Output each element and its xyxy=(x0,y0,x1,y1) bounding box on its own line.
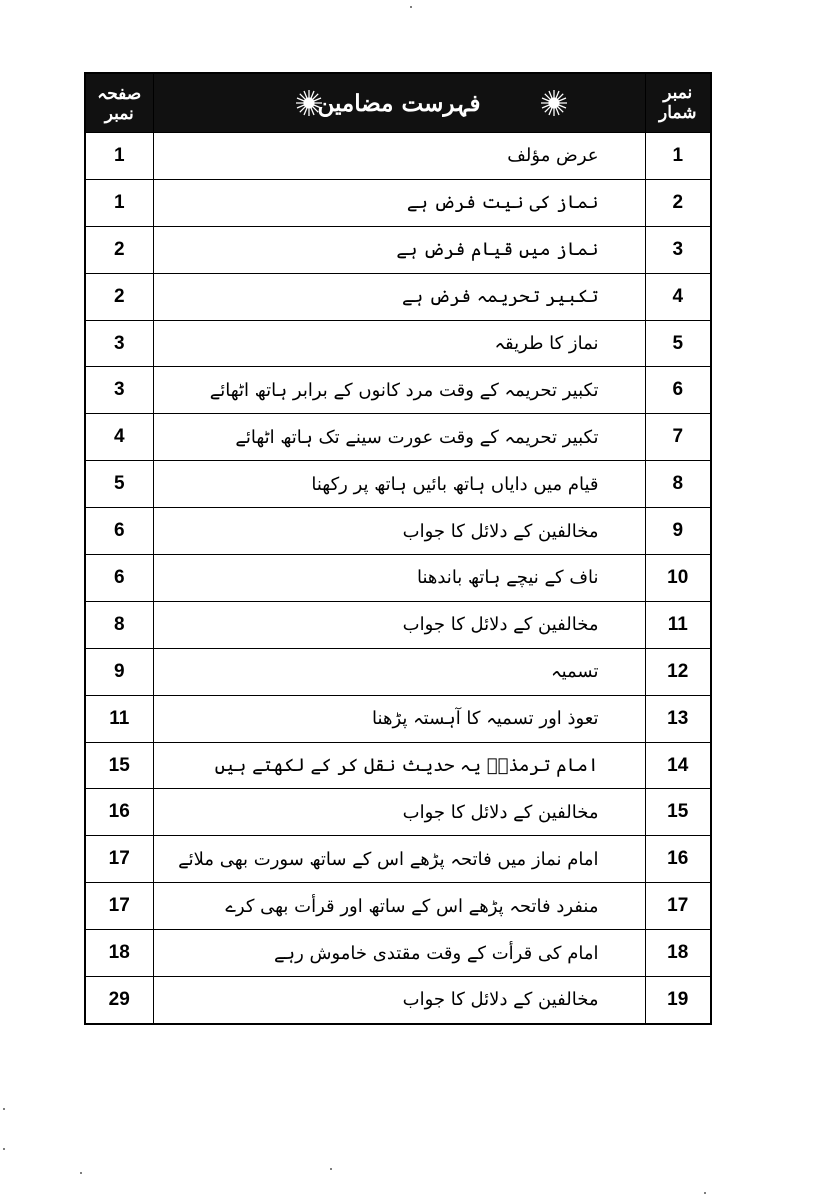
serial-number-column-header: نمبر شمار xyxy=(645,73,711,133)
serial-number: 10 xyxy=(645,555,711,602)
page-number: 9 xyxy=(85,648,153,695)
table-row xyxy=(85,555,711,602)
serial-number: 7 xyxy=(645,414,711,461)
page-number: 6 xyxy=(85,508,153,555)
page-number: 4 xyxy=(85,414,153,461)
serial-number: 3 xyxy=(645,226,711,273)
page-number: 6 xyxy=(85,555,153,602)
topic-title: امام نماز میں فاتحہ پڑھے اس کے ساتھ سورت بھی ملائے xyxy=(153,836,645,883)
table-row xyxy=(85,367,711,414)
table-row xyxy=(85,883,711,930)
table-row xyxy=(85,226,711,273)
table-row xyxy=(85,461,711,508)
table-row xyxy=(85,414,711,461)
serial-number: 13 xyxy=(645,695,711,742)
topic-title: نماز کی نیت فرض ہے xyxy=(153,179,645,226)
topic-title: عرض مؤلف xyxy=(153,133,645,180)
serial-number: 9 xyxy=(645,508,711,555)
topic-title: تکبیر تحریمہ فرض ہے xyxy=(153,273,645,320)
page-number: 16 xyxy=(85,789,153,836)
serial-number: 18 xyxy=(645,930,711,977)
page-number: 29 xyxy=(85,977,153,1024)
serial-number: 6 xyxy=(645,367,711,414)
topic-title: ناف کے نیچے ہاتھ باندھنا xyxy=(153,555,645,602)
topic-title: مخالفین کے دلائل کا جواب xyxy=(153,789,645,836)
table-row xyxy=(85,789,711,836)
serial-number: 17 xyxy=(645,883,711,930)
page-number: 11 xyxy=(85,695,153,742)
table-of-contents xyxy=(84,72,712,1025)
page-number: 8 xyxy=(85,601,153,648)
page-number: 1 xyxy=(85,179,153,226)
table-row xyxy=(85,601,711,648)
table-row xyxy=(85,977,711,1024)
serial-number: 15 xyxy=(645,789,711,836)
page-number-column-header: صفحہ نمبر xyxy=(85,73,153,133)
serial-number: 16 xyxy=(645,836,711,883)
contents-title: فہرست مضامین xyxy=(317,89,481,117)
contents-title-header xyxy=(153,73,645,133)
serial-number: 5 xyxy=(645,320,711,367)
table-row xyxy=(85,742,711,789)
table-row xyxy=(85,836,711,883)
page-number: 2 xyxy=(85,273,153,320)
topic-title: تعوذ اور تسمیہ کا آہستہ پڑھنا xyxy=(153,695,645,742)
topic-title: مخالفین کے دلائل کا جواب xyxy=(153,508,645,555)
topic-title: امام ترمذیؒ یہ حدیث نقل کر کے لکھتے ہیں xyxy=(153,742,645,789)
topic-title: تکبیر تحریمہ کے وقت مرد کانوں کے برابر ہاتھ اٹھائے xyxy=(153,367,645,414)
topic-title: نماز میں قیام فرض ہے xyxy=(153,226,645,273)
page-number: 5 xyxy=(85,461,153,508)
serial-number: 2 xyxy=(645,179,711,226)
table-row xyxy=(85,273,711,320)
sunburst-icon xyxy=(541,90,567,116)
page-number: 3 xyxy=(85,367,153,414)
page-number: 1 xyxy=(85,133,153,180)
table-row xyxy=(85,695,711,742)
page-number: 2 xyxy=(85,226,153,273)
serial-number: 8 xyxy=(645,461,711,508)
serial-number: 11 xyxy=(645,601,711,648)
topic-title: مخالفین کے دلائل کا جواب xyxy=(153,601,645,648)
topic-title: مخالفین کے دلائل کا جواب xyxy=(153,977,645,1024)
page-number: 18 xyxy=(85,930,153,977)
table-row xyxy=(85,133,711,180)
table-header-row xyxy=(85,73,711,133)
topic-title: تسمیہ xyxy=(153,648,645,695)
topic-title: نماز کا طریقہ xyxy=(153,320,645,367)
page-number: 17 xyxy=(85,836,153,883)
serial-number: 4 xyxy=(645,273,711,320)
page-number: 15 xyxy=(85,742,153,789)
table-row xyxy=(85,648,711,695)
serial-number: 12 xyxy=(645,648,711,695)
topic-title: امام کی قرأت کے وقت مقتدی خاموش رہے xyxy=(153,930,645,977)
topic-title: منفرد فاتحہ پڑھے اس کے ساتھ اور قرأت بھی کرے xyxy=(153,883,645,930)
sunburst-icon xyxy=(296,90,322,116)
table-row xyxy=(85,508,711,555)
topic-title: قیام میں دایاں ہاتھ بائیں ہاتھ پر رکھنا xyxy=(153,461,645,508)
page-number: 17 xyxy=(85,883,153,930)
serial-number: 1 xyxy=(645,133,711,180)
serial-number: 14 xyxy=(645,742,711,789)
serial-number: 19 xyxy=(645,977,711,1024)
topic-title: تکبیر تحریمہ کے وقت عورت سینے تک ہاتھ اٹھائے xyxy=(153,414,645,461)
table-row xyxy=(85,179,711,226)
table-row xyxy=(85,930,711,977)
page-number: 3 xyxy=(85,320,153,367)
table-row xyxy=(85,320,711,367)
